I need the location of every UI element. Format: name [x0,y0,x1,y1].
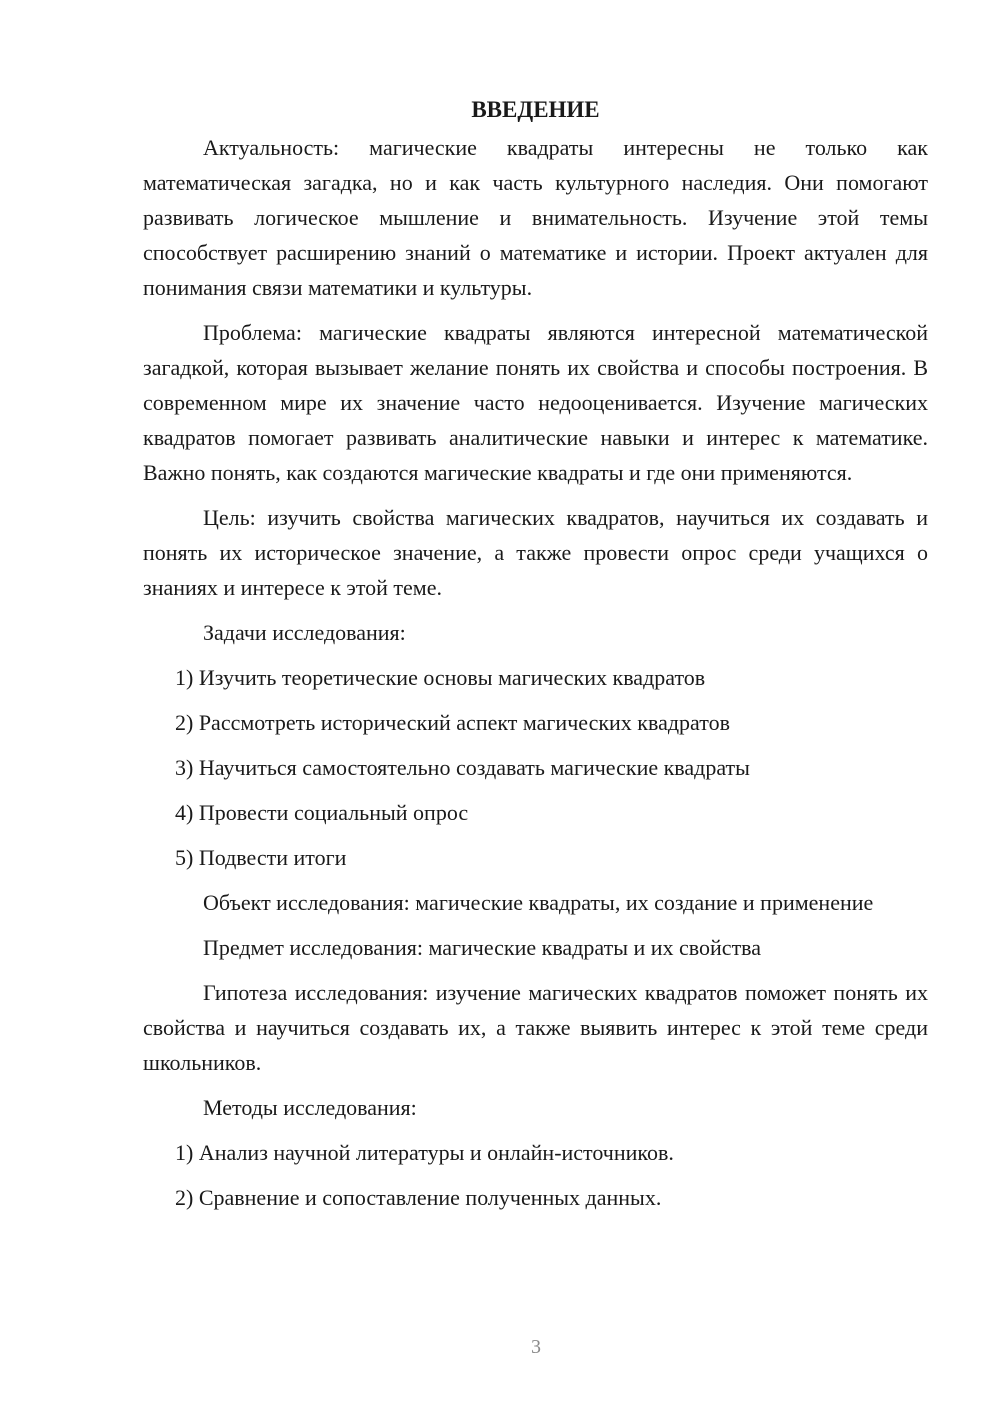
task-item: 2) Рассмотреть исторический аспект магических квадратов [175,710,730,735]
object-paragraph: Объект исследования: магические квадраты, их создание и применение [203,890,874,915]
problem-paragraph: Проблема: магические квадраты являются интересной математической загадкой, которая вызывает желание понять их свойства и способы построения. В современном мире их значение часто недооценивается. Изучение магических квадратов помогает развивать аналитические навыки и интерес к математике. Важно понять, как создаются магические квадраты и где они применяются. [143,320,928,485]
page-number: 3 [531,1336,541,1358]
goal-paragraph: Цель: изучить свойства магических квадратов, научиться их создавать и понять их историческое значение, а также провести опрос среди учащихся о знаниях и интересе к этой теме. [143,505,928,600]
subject-paragraph: Предмет исследования: магические квадраты и их свойства [203,935,762,960]
section-title: ВВЕДЕНИЕ [471,97,600,122]
relevance-paragraph: Актуальность: магические квадраты интересны не только как математическая загадка, но и как часть культурного наследия. Они помогают развивать логическое мышление и внимательность. Изучение этой темы способствует расширению знаний о математике и истории. Проект актуален для понимания связи математики и культуры. [143,135,928,300]
task-item: 3) Научиться самостоятельно создавать магические квадраты [175,755,750,780]
method-item: 1) Анализ научной литературы и онлайн-источников. [175,1140,674,1165]
method-item: 2) Сравнение и сопоставление полученных данных. [175,1185,662,1210]
task-item: 4) Провести социальный опрос [175,800,469,825]
task-item: 1) Изучить теоретические основы магических квадратов [175,665,706,690]
hypothesis-paragraph: Гипотеза исследования: изучение магических квадратов поможет понять их свойства и научиться создавать их, а также выявить интерес к этой теме среди школьников. [143,980,928,1075]
task-item: 5) Подвести итоги [175,845,347,870]
document-page [143,92,928,1225]
methods-heading: Методы исследования: [203,1095,417,1120]
tasks-heading: Задачи исследования: [203,620,406,645]
